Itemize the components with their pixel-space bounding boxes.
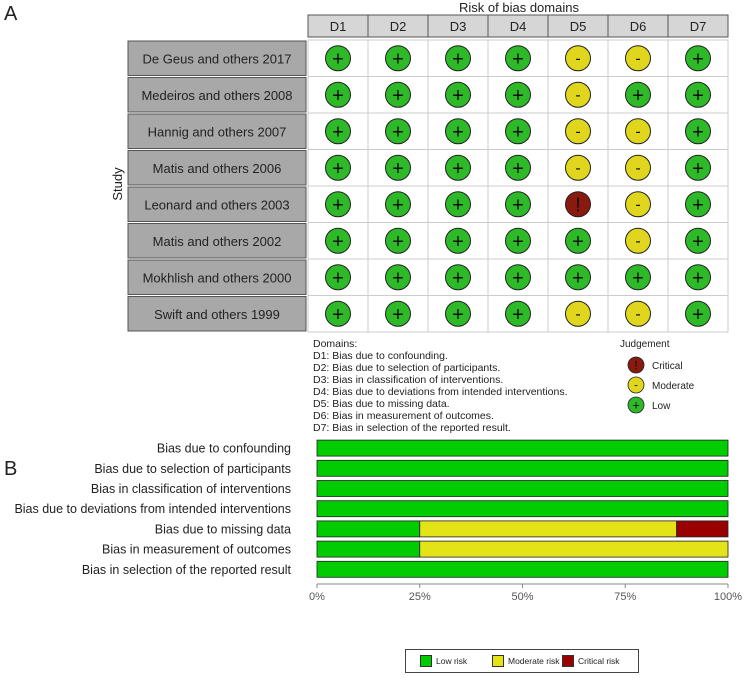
bar-segment-low — [317, 460, 728, 476]
legend-label-moderate: Moderate — [652, 381, 695, 392]
bar-category-label: Bias in classification of interventions — [90, 482, 291, 496]
domain-header-d6: D6 — [629, 19, 647, 34]
judgement-symbol: + — [692, 121, 704, 144]
judgement-symbol: + — [452, 48, 464, 71]
legend-symbol: + — [632, 397, 640, 413]
bar-category-label: Bias due to missing data — [154, 522, 291, 537]
judgement-symbol: + — [452, 267, 464, 290]
judgement-symbol: - — [635, 50, 641, 68]
legend-symbol: - — [634, 379, 638, 392]
judgement-symbol: + — [512, 121, 524, 144]
domain-description: D5: Bias due to missing data. — [313, 398, 450, 410]
domain-description: D1: Bias due to confounding. — [313, 350, 448, 362]
domain-description: D6: Bias in measurement of outcomes. — [313, 410, 494, 422]
judgement-symbol: + — [332, 303, 344, 326]
bar-segment-moderate — [420, 521, 677, 537]
x-tick-label: 0% — [309, 591, 325, 603]
judgement-symbol: + — [572, 230, 584, 253]
judgement-symbol: - — [575, 86, 581, 104]
x-tick-label: 100% — [713, 591, 743, 603]
judgement-symbol: + — [392, 121, 404, 144]
judgement-symbol: - — [635, 196, 641, 214]
judgement-symbol: + — [572, 267, 584, 290]
domain-header-d1: D1 — [329, 19, 347, 34]
judgement-symbol: + — [452, 303, 464, 326]
x-tick-label: 75% — [614, 591, 637, 603]
judgement-symbol: + — [632, 84, 644, 107]
judgement-symbol: + — [512, 48, 524, 71]
judgement-symbol: + — [692, 48, 704, 71]
study-label: Swift and others 1999 — [154, 306, 280, 322]
judgement-symbol: + — [692, 267, 704, 290]
bar-segment-moderate — [420, 541, 728, 557]
judgement-symbol: + — [332, 230, 344, 253]
bar-segment-low — [317, 561, 728, 577]
judgement-symbol: + — [692, 157, 704, 180]
judgement-symbol: + — [332, 48, 344, 71]
domain-description: D7: Bias in selection of the reported result. — [313, 422, 511, 434]
judgement-symbol: + — [452, 84, 464, 107]
judgement-symbol: - — [635, 159, 641, 177]
judgement-symbol: - — [635, 305, 641, 323]
judgement-symbol: + — [332, 121, 344, 144]
judgement-symbol: + — [332, 157, 344, 180]
panel-a-label: A — [4, 3, 18, 25]
legend-label-critical: Critical — [652, 361, 683, 372]
judgement-symbol: + — [512, 157, 524, 180]
judgement-symbol: - — [575, 123, 581, 141]
domain-description: D4: Bias due to deviations from intended interventions. — [313, 386, 568, 398]
domain-description: D2: Bias due to selection of participants. — [313, 362, 501, 374]
judgement-symbol: - — [575, 50, 581, 68]
judgement-symbol: + — [692, 303, 704, 326]
domain-header-d4: D4 — [509, 19, 527, 34]
domain-header-d7: D7 — [689, 19, 707, 34]
judgement-symbol: + — [512, 303, 524, 326]
bar-segment-low — [317, 501, 728, 517]
domain-header-d3: D3 — [449, 19, 467, 34]
study-label: Mokhlish and others 2000 — [142, 270, 292, 286]
judgement-symbol: + — [332, 194, 344, 217]
domain-header-d2: D2 — [389, 19, 407, 34]
legend-symbol: ! — [634, 357, 638, 373]
judgement-symbol: - — [575, 305, 581, 323]
judgement-symbol: + — [692, 230, 704, 253]
study-label: Hannig and others 2007 — [147, 124, 287, 140]
judgement-symbol: + — [332, 267, 344, 290]
judgement-symbol: + — [452, 230, 464, 253]
y-axis-label: Study — [110, 167, 125, 201]
judgement-symbol: + — [332, 84, 344, 107]
judgement-symbol: - — [635, 123, 641, 141]
legend-swatch-low — [420, 655, 432, 667]
judgement-symbol: + — [512, 194, 524, 217]
judgement-symbol: + — [452, 157, 464, 180]
study-label: Leonard and others 2003 — [144, 197, 290, 213]
legend-swatch-moderate — [492, 655, 504, 667]
legend-label-critical: Critical risk — [578, 656, 620, 666]
judgement-symbol: + — [392, 84, 404, 107]
judgement-symbol: + — [512, 84, 524, 107]
domains-heading: Domains: — [313, 338, 358, 350]
panel-b-label: B — [4, 458, 18, 480]
judgement-symbol: + — [632, 267, 644, 290]
judgement-symbol: + — [512, 267, 524, 290]
legend-label-low: Low — [652, 401, 671, 412]
judgement-symbol: - — [575, 159, 581, 177]
legend-swatch-critical — [562, 655, 574, 667]
judgement-symbol: + — [392, 157, 404, 180]
bar-segment-low — [317, 440, 728, 456]
study-label: Matis and others 2002 — [152, 233, 282, 249]
study-label: De Geus and others 2017 — [142, 51, 292, 67]
bar-category-label: Bias due to confounding — [156, 441, 291, 456]
judgement-symbol: + — [392, 230, 404, 253]
study-label: Matis and others 2006 — [152, 160, 282, 176]
judgement-legend-title: Judgement — [620, 339, 670, 350]
domain-description: D3: Bias in classification of interventions. — [313, 374, 504, 386]
bar-segment-critical — [677, 521, 728, 537]
x-tick-label: 25% — [408, 591, 431, 603]
legend-label-moderate: Moderate risk — [508, 656, 560, 666]
judgement-symbol: + — [392, 194, 404, 217]
judgement-symbol: + — [452, 194, 464, 217]
judgement-symbol: + — [692, 84, 704, 107]
judgement-symbol: + — [392, 48, 404, 71]
bar-category-label: Bias in selection of the reported result — [81, 562, 291, 577]
legend-label-low: Low risk — [436, 656, 468, 666]
study-label: Medeiros and others 2008 — [141, 87, 293, 103]
judgement-symbol: + — [392, 267, 404, 290]
bar-category-label: Bias due to deviations from intended interventions — [14, 502, 291, 517]
x-tick-label: 50% — [511, 591, 534, 603]
judgement-symbol: ! — [575, 194, 581, 217]
judgement-symbol: - — [635, 232, 641, 250]
domain-header-d5: D5 — [569, 19, 587, 34]
bar-legend — [405, 649, 639, 673]
bar-category-label: Bias due to selection of participants — [94, 461, 291, 476]
bar-segment-low — [317, 521, 420, 537]
judgement-symbol: + — [452, 121, 464, 144]
judgement-symbol: + — [392, 303, 404, 326]
bar-segment-low — [317, 541, 420, 557]
judgement-symbol: + — [512, 230, 524, 253]
bar-category-label: Bias in measurement of outcomes — [102, 542, 291, 557]
panel-a-title: Risk of bias domains — [459, 0, 579, 15]
bar-segment-low — [317, 481, 728, 497]
judgement-symbol: + — [692, 194, 704, 217]
